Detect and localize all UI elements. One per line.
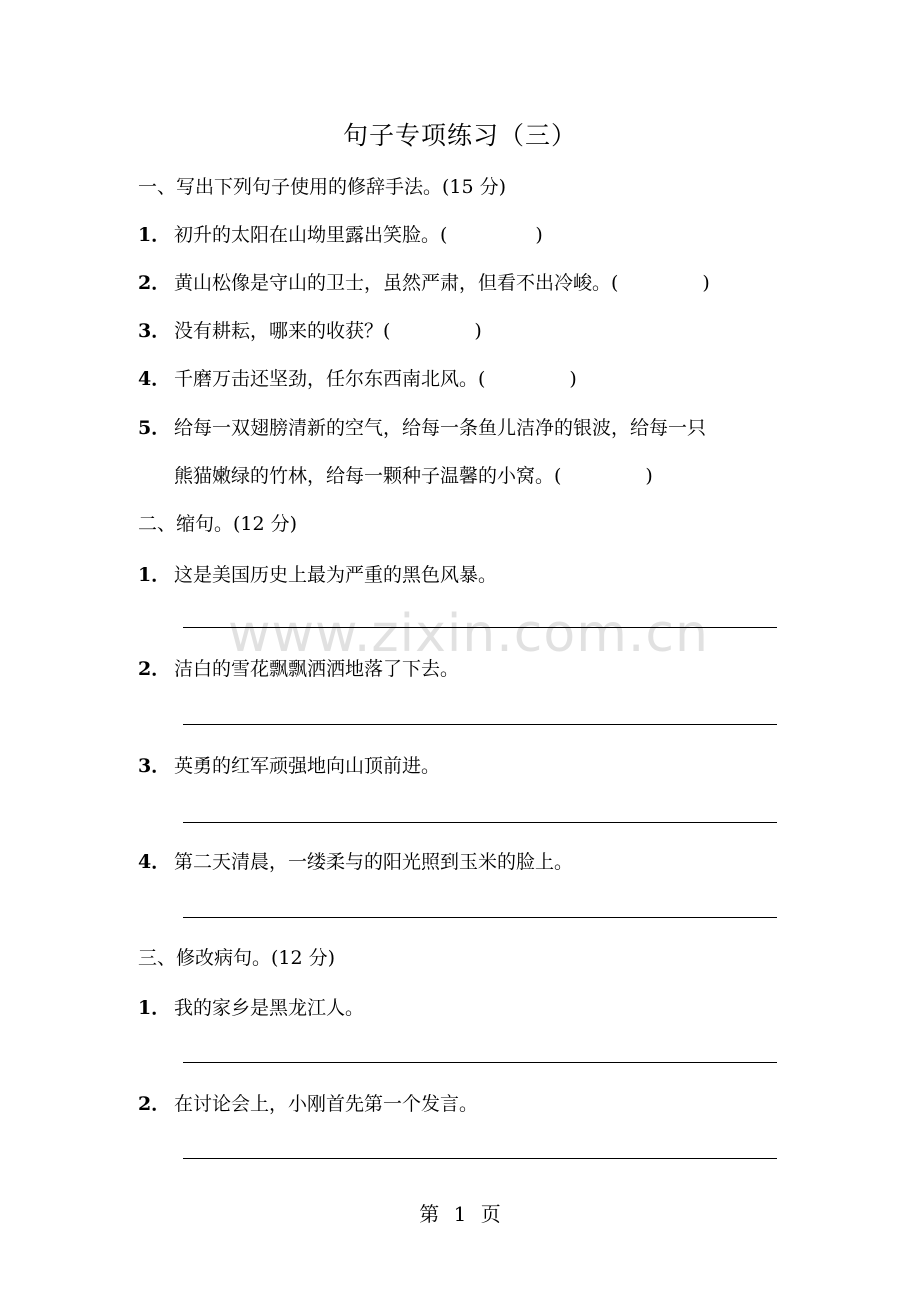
close-paren: ) (569, 368, 577, 390)
question-text: 在讨论会上，小刚首先第一个发言。 (174, 1093, 479, 1115)
question-number: 3． (138, 320, 171, 342)
question-number: 5． (138, 417, 171, 439)
question-number: 4． (138, 851, 171, 873)
s1-question-2 (138, 269, 710, 297)
question-text: 英勇的红军顽强地向山顶前进。 (174, 755, 441, 777)
question-text: 这是美国历史上最为严重的黑色风暴。 (174, 564, 498, 586)
s1-question-4 (138, 365, 577, 393)
answer-line[interactable] (183, 1158, 777, 1159)
answer-line[interactable] (183, 627, 777, 628)
question-number: 1． (138, 224, 171, 246)
page-title: 句子专项练习（三） (342, 121, 577, 150)
close-paren: ) (645, 465, 653, 487)
s1-question-5 (138, 414, 706, 442)
question-text: 我的家乡是黑龙江人。 (174, 997, 365, 1019)
question-text: 给每一双翅膀清新的空气，给每一条鱼儿洁净的银波，给每一只 (174, 417, 707, 439)
close-paren: ) (702, 272, 710, 294)
s1-question-1 (138, 221, 543, 249)
question-text: 初升的太阳在山坳里露出笑脸。( (174, 224, 448, 246)
close-paren: ) (535, 224, 543, 246)
question-text: 第二天清晨，一缕柔与的阳光照到玉米的脸上。 (174, 851, 574, 873)
question-text: 千磨万击还坚劲，任尔东西南北风。( (174, 368, 486, 390)
question-number: 3． (138, 755, 171, 777)
watermark: www.zixin.com.cn (228, 604, 709, 664)
s2-question-1 (138, 561, 497, 589)
answer-line[interactable] (183, 917, 777, 918)
s3-question-1 (138, 994, 364, 1022)
s2-question-3 (138, 752, 440, 780)
answer-line[interactable] (183, 822, 777, 823)
close-paren: ) (474, 320, 482, 342)
question-number: 2． (138, 658, 171, 680)
s1-question-5-continued (174, 462, 653, 490)
answer-line[interactable] (183, 1062, 777, 1063)
s3-question-2 (138, 1090, 478, 1118)
section-3-heading: 三、修改病句。(12 分) (138, 947, 336, 969)
s1-question-3 (138, 317, 482, 345)
question-number: 2． (138, 272, 171, 294)
question-text: 熊猫嫩绿的竹林，给每一颗种子温馨的小窝。( (174, 465, 562, 487)
section-1-heading: 一、写出下列句子使用的修辞手法。(15 分) (138, 176, 507, 198)
s2-question-4 (138, 848, 573, 876)
page-number: 第 1 页 (419, 1202, 501, 1226)
question-number: 2． (138, 1093, 171, 1115)
answer-line[interactable] (183, 724, 777, 725)
question-text: 洁白的雪花飘飘洒洒地落了下去。 (174, 658, 460, 680)
question-text: 没有耕耘，哪来的收获？( (174, 320, 391, 342)
question-text: 黄山松像是守山的卫士，虽然严肃，但看不出冷峻。( (174, 272, 619, 294)
question-number: 1． (138, 997, 171, 1019)
s2-question-2 (138, 655, 459, 683)
question-number: 1． (138, 564, 171, 586)
question-number: 4． (138, 368, 171, 390)
section-2-heading: 二、缩句。(12 分) (138, 513, 298, 535)
